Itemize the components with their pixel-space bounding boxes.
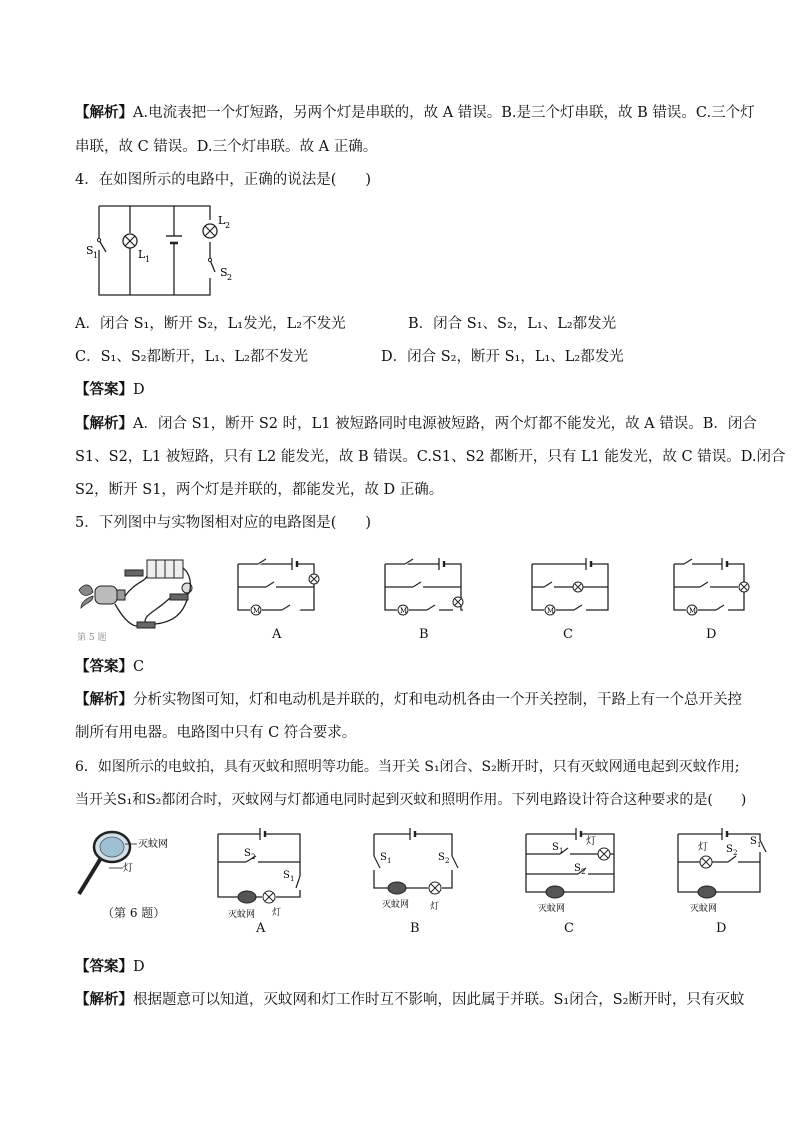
q5-analysis-line-2: 制所有用电器。电路图中只有 C 符合要求。 — [75, 725, 357, 741]
q6-analysis-line-1 — [75, 990, 745, 1010]
q4-analysis-line-1 — [75, 414, 757, 434]
switch-label: S — [283, 870, 290, 881]
motor-label: M — [689, 607, 697, 615]
q4-label-l2: L — [218, 214, 226, 227]
q6-circuit-b — [366, 830, 466, 920]
q5-analysis-line-1 — [75, 690, 742, 710]
answer-value: D — [133, 959, 145, 975]
analysis-bracket: 【解析】 — [75, 105, 133, 121]
answer-bracket: 【答案】 — [75, 659, 133, 675]
q6-label-c: C — [564, 921, 574, 936]
q4-stem: 4．在如图所示的电路中，正确的说法是( ) — [75, 172, 372, 188]
answer-bracket: 【答案】 — [75, 959, 133, 975]
answer-value: D — [133, 382, 145, 398]
q5-label-d: D — [706, 627, 717, 642]
switch-label: S — [380, 852, 387, 863]
answer-value: C — [133, 659, 145, 675]
switch-sub: 2 — [251, 853, 256, 861]
q5-answer — [75, 657, 144, 677]
q4-label-s1-sub: 1 — [93, 251, 99, 260]
analysis-text: A．闭合 S1，断开 S2 时，L1 被短路同时电源被短路，两个灯都不能发光，故 A 错误。B．闭合 — [133, 416, 757, 432]
svg-text:第 5 题: 第 5 题 — [77, 633, 107, 643]
switch-label: S — [244, 848, 251, 859]
q6-label-b: B — [410, 921, 420, 936]
q4-circuit-figure — [82, 200, 232, 300]
q4-label-s1: S — [86, 244, 94, 257]
q6-stem-line-2: 当开关S₁和S₂都闭合时，灭蚊网与灯都通电同时起到灭蚊和照明作用。下列电路设计符合这种要求的是( ) — [75, 792, 747, 808]
switch-label: S — [750, 836, 757, 847]
analysis-bracket: 【解析】 — [75, 416, 133, 432]
net-label: 灭蚊网 — [228, 910, 256, 920]
q5-circuit-a — [236, 560, 326, 620]
q4-label-s2: S — [220, 266, 228, 279]
q4-option-b: B．闭合 S₁、S₂，L₁、L₂都发光 — [408, 316, 617, 332]
motor-label: M — [253, 607, 261, 615]
switch-label: S — [726, 844, 733, 855]
switch-sub: 1 — [559, 847, 564, 855]
q6-label-d: D — [716, 921, 727, 936]
racket-lamp-label: 灯 — [123, 863, 133, 874]
q5-circuit-c — [530, 560, 620, 620]
motor-label: M — [547, 607, 555, 615]
q5-physical-diagram — [75, 552, 200, 643]
q6-circuit-c — [524, 830, 624, 920]
net-label: 灭蚊网 — [382, 900, 410, 910]
switch-sub: 2 — [581, 868, 586, 876]
q5-stem: 5．下列图中与实物图相对应的电路图是( ) — [75, 515, 372, 531]
analysis-bracket: 【解析】 — [75, 992, 133, 1008]
lamp-label: 灯 — [698, 842, 708, 853]
switch-sub: 1 — [387, 857, 392, 865]
q4-label-l1: L — [138, 248, 146, 261]
q4-label-l1-sub: 1 — [145, 255, 151, 264]
q5-circuit-b — [383, 560, 473, 620]
q6-racket-illustration — [75, 828, 195, 903]
q6-figure-caption: （第 6 题） — [102, 906, 166, 920]
switch-label: S — [574, 863, 581, 874]
q4-option-a: A．闭合 S₁，断开 S₂，L₁发光，L₂不发光 — [75, 316, 346, 332]
lamp-label: 灯 — [586, 836, 596, 847]
prev-analysis-line-2: 串联，故 C 错误。D.三个灯串联。故 A 正确。 — [75, 139, 378, 155]
q4-option-d: D．闭合 S₂，断开 S₁，L₁、L₂都发光 — [381, 349, 624, 365]
net-label: 灭蚊网 — [538, 904, 566, 914]
answer-bracket: 【答案】 — [75, 382, 133, 398]
q6-answer — [75, 957, 145, 977]
analysis-text: 分析实物图可知，灯和电动机是并联的，灯和电动机各由一个开关控制，干路上有一个总开关控 — [133, 692, 742, 708]
q4-analysis-line-3: S2，断开 S1，两个灯是并联的，都能发光，故 D 正确。 — [75, 482, 444, 498]
switch-sub: 1 — [757, 841, 762, 849]
q4-option-c: C．S₁、S₂都断开，L₁、L₂都不发光 — [75, 349, 308, 365]
switch-sub: 2 — [445, 857, 450, 865]
q5-label-c: C — [563, 627, 573, 642]
q4-label-l2-sub: 2 — [225, 221, 231, 230]
q6-stem-line-1: 6．如图所示的电蚊拍，具有灭蚊和照明等功能。当开关 S₁闭合、S₂断开时，只有灭蚊网通电起到灭蚊作用; — [75, 759, 740, 775]
analysis-bracket: 【解析】 — [75, 692, 133, 708]
switch-label: S — [552, 842, 559, 853]
q6-label-a: A — [256, 921, 266, 936]
switch-sub: 2 — [733, 849, 738, 857]
net-label: 灭蚊网 — [690, 904, 718, 914]
q4-analysis-line-2: S1、S2，L1 被短路，只有 L2 能发光，故 B 错误。C.S1、S2 都断开，只有 L1 能发光，故 C 错误。D.闭合 — [75, 449, 786, 465]
q4-label-s2-sub: 2 — [227, 273, 233, 282]
lamp-label: 灯 — [430, 902, 440, 912]
switch-label: S — [438, 852, 445, 863]
racket-net-label: 灭蚊网 — [138, 839, 168, 850]
q5-label-a: A — [272, 627, 282, 642]
prev-analysis-line-1 — [75, 103, 755, 123]
q6-circuit-a — [216, 830, 306, 920]
analysis-text: A.电流表把一个灯短路，另两个灯是串联的，故 A 错误。B.是三个灯串联，故 B 错误。C.三个灯 — [133, 105, 755, 121]
q5-label-b: B — [419, 627, 429, 642]
switch-sub: 1 — [290, 875, 295, 883]
q6-circuit-d — [676, 830, 776, 920]
lamp-label: 灯 — [272, 908, 282, 918]
q4-answer — [75, 380, 145, 400]
q5-circuit-d — [672, 560, 762, 620]
motor-label: M — [400, 607, 408, 615]
analysis-text: 根据题意可以知道，灭蚊网和灯工作时互不影响，因此属于并联。S₁闭合，S₂断开时，只有灭蚊 — [133, 992, 745, 1008]
